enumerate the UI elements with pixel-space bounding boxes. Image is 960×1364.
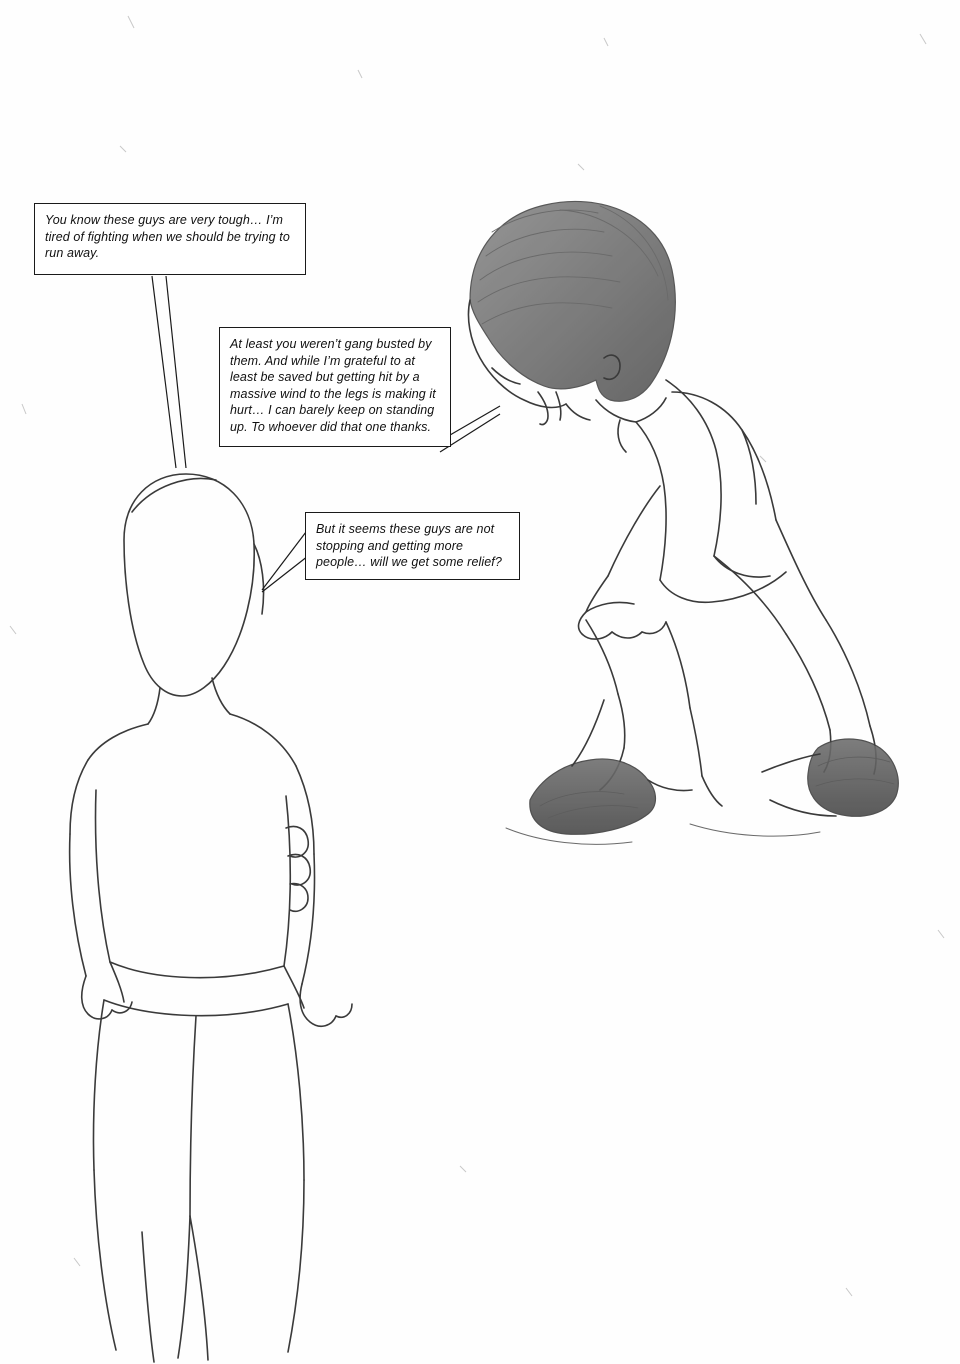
tail-bubble-3-b [262,556,308,592]
speech-bubble-2-text: At least you weren’t gang busted by them. And while I’m grateful to at least be saved but getting hit by a massive wind to the legs is making it hurt… I can barely keep on standing up. To whoever did that one thanks. [230,337,436,434]
speech-bubble-2 [219,327,451,447]
tail-bubble-3-a [262,532,306,590]
speech-bubble-1 [34,203,306,275]
tail-bubble-1-a [152,276,176,468]
standing-figure [70,474,352,1362]
speech-bubble-3-text: But it seems these guys are not stopping and getting more people… will we get some relief? [316,522,502,569]
tail-bubble-1-b [166,276,186,468]
kneeling-figure [468,201,898,844]
speech-bubble-3 [305,512,520,580]
speech-bubble-1-text: You know these guys are very tough… I’m tired of fighting when we should be trying to run away. [45,213,290,260]
